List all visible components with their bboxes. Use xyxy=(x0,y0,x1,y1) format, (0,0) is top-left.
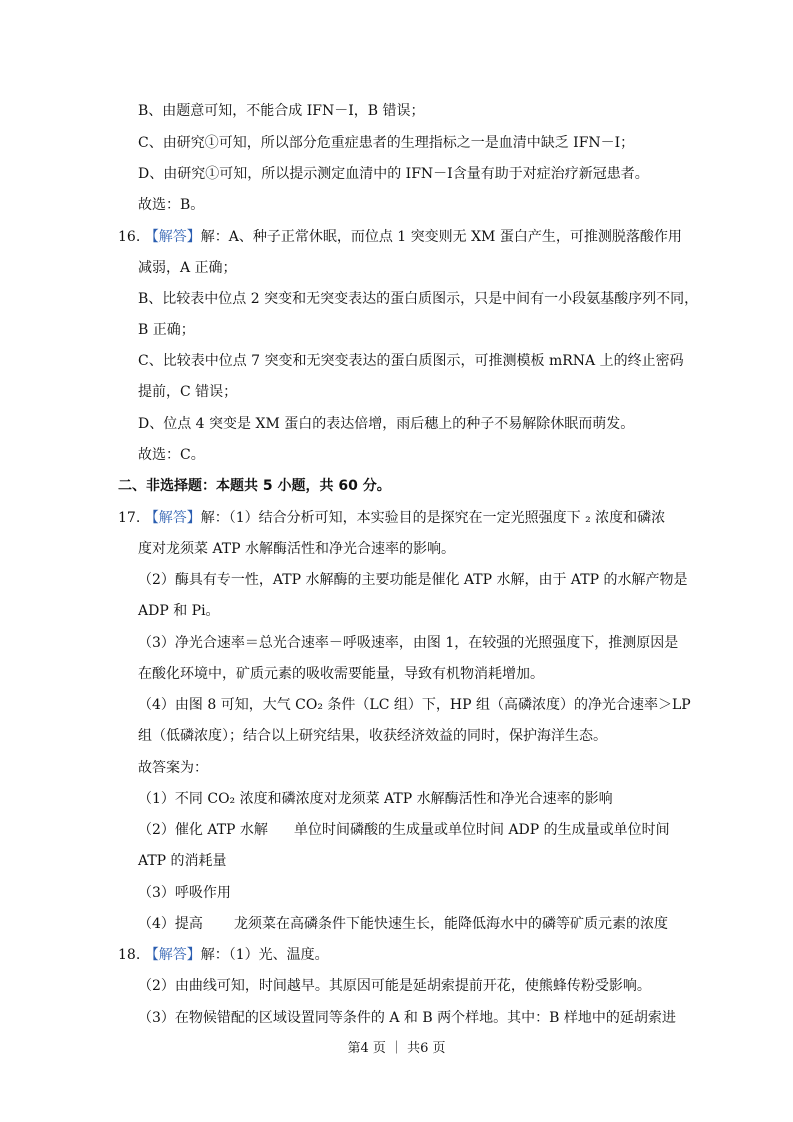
text-line: （2）催化 ATP 水解 xyxy=(138,822,268,838)
question-17-line xyxy=(118,508,665,528)
page-footer: 第4 页 ｜ 共6 页 xyxy=(347,1041,446,1056)
text-line: 减弱，A 正确； xyxy=(138,260,237,276)
text-line: 度对龙须菜 ATP 水解酶活性和净光合速率的影响。 xyxy=(138,541,456,557)
answer-tag: 【解答】 xyxy=(144,510,201,526)
text-line: B、比较表中位点 2 突变和无突变表达的蛋白质图示，只是中间有一小段氨基酸序列不同， xyxy=(138,291,699,307)
question-number: 17. xyxy=(118,510,141,526)
text-line: （4）提高 xyxy=(138,916,203,932)
text-line: C、比较表中位点 7 突变和无突变表达的蛋白质图示，可推测模板 mRNA 上的终止密码 xyxy=(138,353,684,369)
text-line: B 正确； xyxy=(138,322,195,338)
question-text: 解：（1）结合分析可知，本实验目的是探究在一定光照强度下 ₂ 浓度和磷浓 xyxy=(200,510,666,526)
text-line: （1）不同 CO₂ 浓度和磷浓度对龙须菜 ATP 水解酶活性和净光合速率的影响 xyxy=(138,791,613,807)
text-line: 故答案为： xyxy=(138,760,208,776)
section-heading: 二、非选择题：本题共 5 小题，共 60 分。 xyxy=(118,478,391,494)
question-number: 18. xyxy=(118,947,141,963)
text-line: 在酸化环境中，矿质元素的吸收需要能量，导致有机物消耗增加。 xyxy=(138,666,544,682)
text-line: 故选：C。 xyxy=(138,447,205,463)
text-line: D、由研究①可知，所以提示测定血清中的 IFN－Ⅰ含量有助于对症治疗新冠患者。 xyxy=(138,166,649,182)
text-line: 龙须菜在高磷条件下能快速生长，能降低海水中的磷等矿质元素的浓度 xyxy=(234,916,668,932)
text-line: （2）酶具有专一性，ATP 水解酶的主要功能是催化 ATP 水解，由于 ATP 的水解产物是 xyxy=(138,572,688,588)
text-line: 组（低磷浓度）；结合以上研究结果，收获经济效益的同时，保护海洋生态。 xyxy=(138,728,607,744)
text-line: ATP 的消耗量 xyxy=(138,853,227,869)
text-line: ADP 和 Pi。 xyxy=(138,603,220,619)
question-text: 解：（1）光、温度。 xyxy=(200,947,329,963)
question-18-line xyxy=(118,945,329,965)
question-text: 解：A、种子正常休眠，而位点 1 突变则无 XM 蛋白产生，可推测脱落酸作用 xyxy=(200,229,682,245)
text-line: （4）由图 8 可知，大气 CO₂ 条件（LC 组）下，HP 组（高磷浓度）的净光合速率＞LP xyxy=(138,697,691,713)
text-line: D、位点 4 突变是 XM 蛋白的表达倍增，雨后穗上的种子不易解除休眠而萌发。 xyxy=(138,416,635,432)
text-line: 单位时间磷酸的生成量或单位时间 ADP 的生成量或单位时间 xyxy=(294,822,670,838)
text-line: （3）呼吸作用 xyxy=(138,885,231,901)
text-line: B、由题意可知，不能合成 IFN－Ⅰ，B 错误； xyxy=(138,103,425,119)
text-line: 提前，C 错误； xyxy=(138,384,238,400)
text-line: （3）在物候错配的区域设置同等条件的 A 和 B 两个样地。其中：B 样地中的延胡索进 xyxy=(138,1010,676,1026)
answer-tag: 【解答】 xyxy=(144,947,201,963)
answer-tag: 【解答】 xyxy=(144,229,201,245)
text-line: 故选：B。 xyxy=(138,197,205,213)
question-16-line xyxy=(118,227,682,247)
text-line: （2）由曲线可知，时间越早。其原因可能是延胡索提前开花，使熊蜂传粉受影响。 xyxy=(138,978,651,994)
text-line: （3）净光合速率＝总光合速率－呼吸速率，由图 1，在较强的光照强度下，推测原因是 xyxy=(138,635,679,651)
question-number: 16. xyxy=(118,229,141,245)
text-line: C、由研究①可知，所以部分危重症患者的生理指标之一是血清中缺乏 IFN－Ⅰ； xyxy=(138,135,635,151)
